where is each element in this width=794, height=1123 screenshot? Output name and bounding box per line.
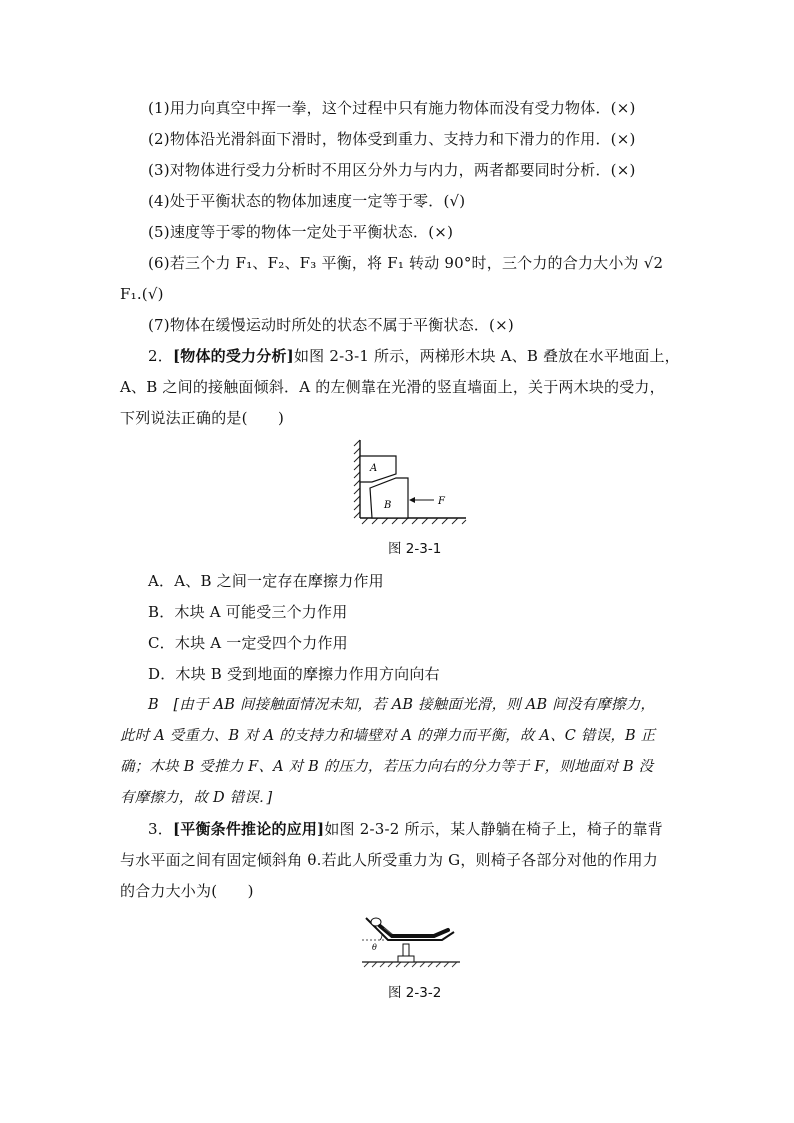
label-f: F xyxy=(438,496,445,507)
label-a: A xyxy=(370,463,378,474)
wall-hatching xyxy=(354,440,360,518)
q3-stem-1: 如图 2-3-2 所示，某人静躺在椅子上，椅子的靠背 xyxy=(324,820,663,838)
judgment-1: (1)用力向真空中挥一拳，这个过程中只有施力物体而没有受力物体．(×) xyxy=(148,99,636,117)
q2-option-b: B．木块 A 可能受三个力作用 xyxy=(148,603,348,621)
q2-option-a: A．A、B 之间一定存在摩擦力作用 xyxy=(148,572,384,590)
chair-base xyxy=(398,956,414,962)
q2-stem-1: 如图 2-3-1 所示，两梯形木块 A、B 叠放在水平地面上， xyxy=(293,347,680,365)
judgment-6-cont: F₁.(√) xyxy=(120,285,164,303)
q2-stem-line-1 xyxy=(148,346,680,366)
q3-number: 3． xyxy=(148,820,173,838)
q2-number: 2． xyxy=(148,347,173,365)
person-body xyxy=(380,926,448,936)
q3-stem-line-1 xyxy=(148,819,663,839)
q2-answer-line-2: 此时 A 受重力、B 对 A 的支持力和墙壁对 A 的弹力而平衡，故 A、C 错误，B 正 xyxy=(120,728,656,744)
block-b xyxy=(370,478,408,518)
ground-hatching xyxy=(362,518,466,524)
q2-tag: [物体的受力分析] xyxy=(172,347,294,365)
label-b: B xyxy=(384,500,392,511)
judgment-5: (5)速度等于零的物体一定处于平衡状态．(×) xyxy=(148,223,454,241)
figure-2-3-2 xyxy=(358,910,464,972)
q3-stem-line-2: 与水平面之间有固定倾斜角 θ.若此人所受重力为 G，则椅子各部分对他的作用力 xyxy=(120,851,658,869)
figure-2-3-2-caption: 图 2-3-2 xyxy=(388,985,442,1001)
judgment-7: (7)物体在缓慢运动时所处的状态不属于平衡状态．(×) xyxy=(148,316,514,334)
q2-option-d: D．木块 B 受到地面的摩擦力作用方向向右 xyxy=(148,665,440,683)
judgment-4: (4)处于平衡状态的物体加速度一定等于零．(√) xyxy=(148,192,466,210)
q2-answer-line-4: 有摩擦力，故 D 错误．] xyxy=(120,790,273,806)
angle-arc xyxy=(380,935,382,940)
judgment-2: (2)物体沿光滑斜面下滑时，物体受到重力、支持力和下滑力的作用．(×) xyxy=(148,130,636,148)
q2-stem-line-3: 下列说法正确的是( ) xyxy=(120,409,285,427)
force-arrow-head xyxy=(409,497,415,503)
q2-answer-line-3: 确；木块 B 受推力 F、A 对 B 的压力，若压力向右的分力等于 F，则地面对 B 没 xyxy=(120,759,654,775)
q2-answer-line-1: B [由于 AB 间接触面情况未知，若 AB 接触面光滑，则 AB 间没有摩擦力， xyxy=(148,697,656,713)
figure-2-3-1-caption: 图 2-3-1 xyxy=(388,541,442,557)
chair-post xyxy=(403,944,409,956)
judgment-3: (3)对物体进行受力分析时不用区分外力与内力，两者都要同时分析．(×) xyxy=(148,161,636,179)
ground-hatching-2 xyxy=(364,962,457,967)
label-theta: θ xyxy=(372,943,377,952)
q3-tag: [平衡条件推论的应用] xyxy=(172,820,325,838)
block-a xyxy=(360,456,396,482)
figure-2-3-1 xyxy=(350,438,470,528)
q2-option-c: C．木块 A 一定受四个力作用 xyxy=(148,634,348,652)
q2-stem-line-2: A、B 之间的接触面倾斜．A 的左侧靠在光滑的竖直墙面上，关于两木块的受力， xyxy=(120,378,665,396)
q3-stem-line-3: 的合力大小为( ) xyxy=(120,882,254,900)
judgment-6: (6)若三个力 F₁、F₂、F₃ 平衡，将 F₁ 转动 90°时，三个力的合力大小为 √2 xyxy=(148,254,664,272)
